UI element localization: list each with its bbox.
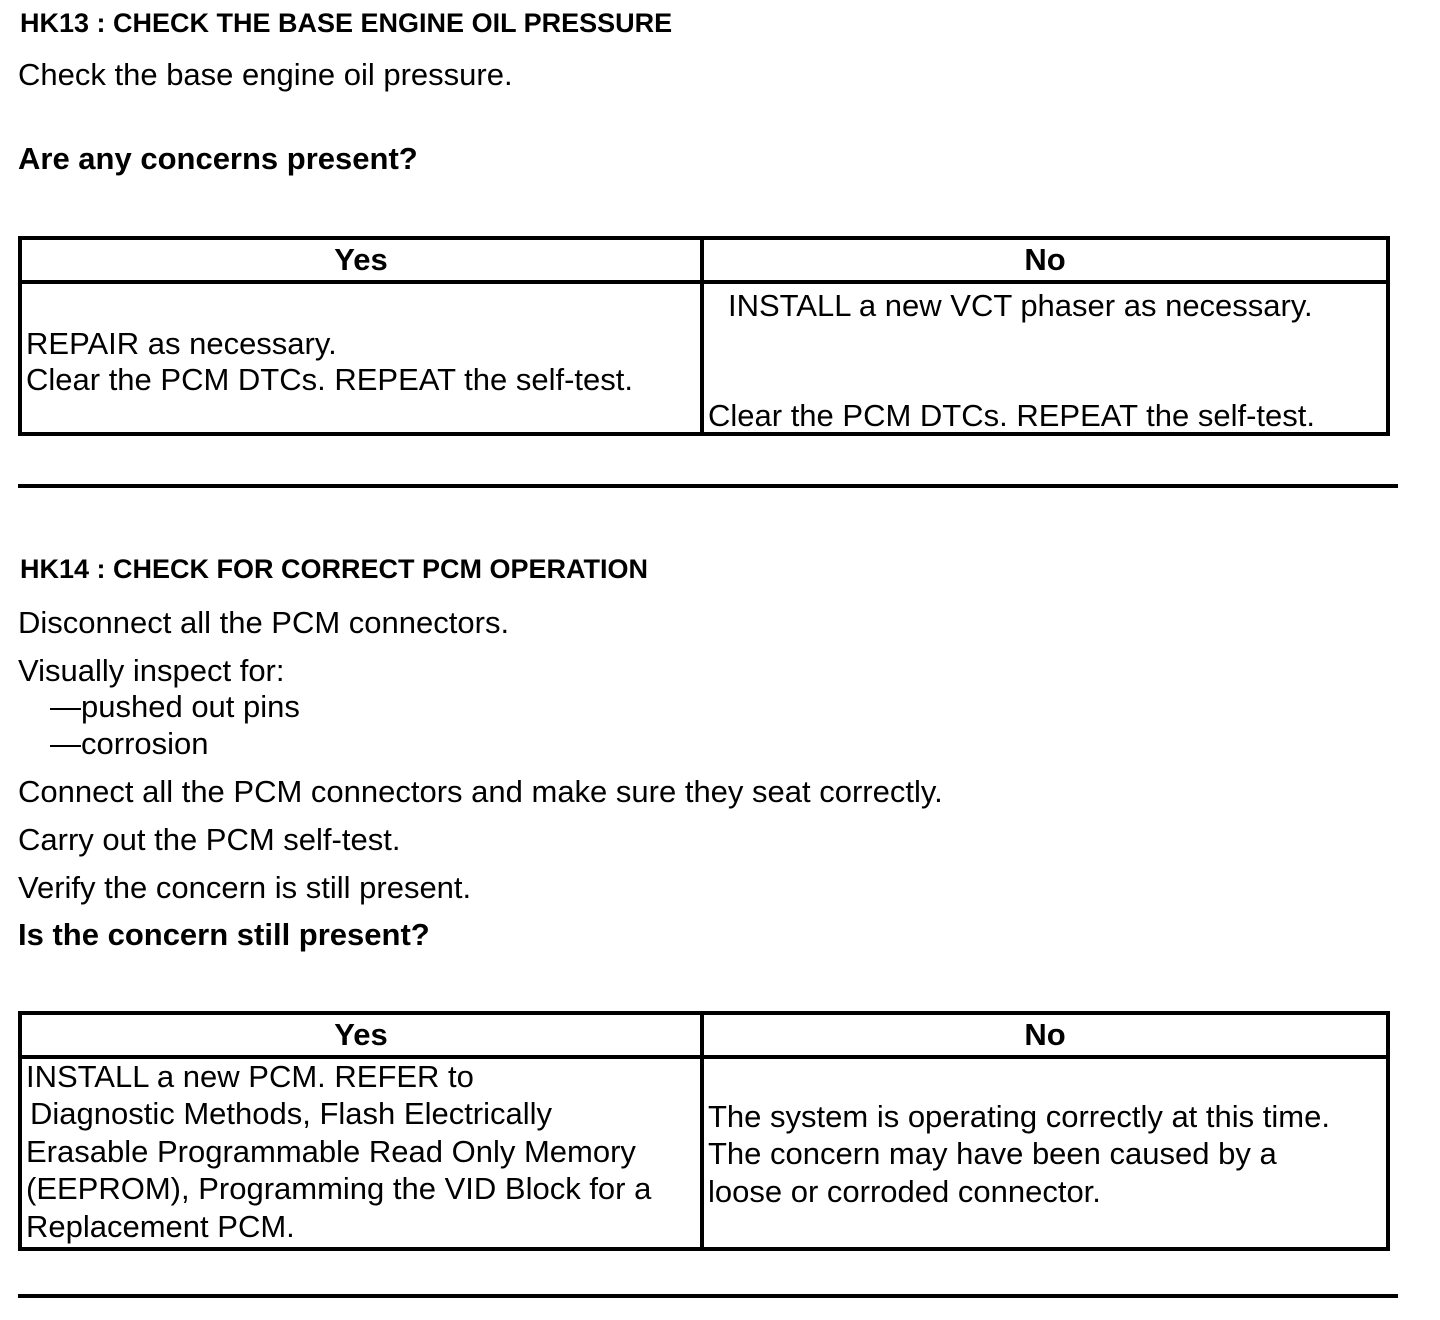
no-cell <box>702 282 1388 434</box>
table-header-row <box>20 238 1388 282</box>
no-line: INSTALL a new VCT phaser as necessary. <box>728 288 1313 323</box>
instruction-text: Connect all the PCM connectors and make sure they seat correctly. <box>18 774 943 809</box>
result-table-hk13 <box>18 236 1390 436</box>
no-cell <box>702 1057 1388 1249</box>
question-text: Is the concern still present? <box>18 917 430 952</box>
inspect-item: —pushed out pins <box>50 689 300 724</box>
no-line: The concern may have been caused by a <box>708 1136 1277 1171</box>
yes-header: Yes <box>20 1013 702 1057</box>
yes-line: Replacement PCM. <box>26 1209 295 1244</box>
yes-line: Erasable Programmable Read Only Memory <box>26 1134 636 1169</box>
yes-header: Yes <box>20 238 702 282</box>
no-line: Clear the PCM DTCs. REPEAT the self-test. <box>708 398 1315 433</box>
instruction-text: Carry out the PCM self-test. <box>18 822 401 857</box>
section-divider <box>18 1294 1398 1298</box>
instruction-text: Disconnect all the PCM connectors. <box>18 605 510 640</box>
section-divider <box>18 484 1398 488</box>
yes-line: REPAIR as necessary. <box>26 326 337 361</box>
question-text: Are any concerns present? <box>18 141 418 176</box>
instruction-text: Verify the concern is still present. <box>18 870 472 905</box>
table-row <box>20 282 1388 434</box>
table-header-row <box>20 1013 1388 1057</box>
yes-cell <box>20 1057 702 1249</box>
inspect-item: —corrosion <box>50 726 209 761</box>
yes-cell <box>20 282 702 434</box>
yes-line: (EEPROM), Programming the VID Block for a <box>26 1171 652 1206</box>
step-title-hk13: HK13 : CHECK THE BASE ENGINE OIL PRESSURE <box>20 8 673 38</box>
instruction-text: Visually inspect for: <box>18 653 285 688</box>
table-row <box>20 1057 1388 1249</box>
no-line: The system is operating correctly at this time. <box>708 1099 1330 1134</box>
yes-line: Clear the PCM DTCs. REPEAT the self-test. <box>26 362 633 397</box>
step-title-hk14: HK14 : CHECK FOR CORRECT PCM OPERATION <box>20 554 649 584</box>
instruction-text: Check the base engine oil pressure. <box>18 57 513 92</box>
yes-line: INSTALL a new PCM. REFER to <box>26 1059 474 1094</box>
no-header: No <box>702 238 1388 282</box>
no-header: No <box>702 1013 1388 1057</box>
result-table-hk14 <box>18 1011 1390 1251</box>
no-line: loose or corroded connector. <box>708 1174 1101 1209</box>
yes-line: Diagnostic Methods, Flash Electrically <box>30 1096 553 1131</box>
